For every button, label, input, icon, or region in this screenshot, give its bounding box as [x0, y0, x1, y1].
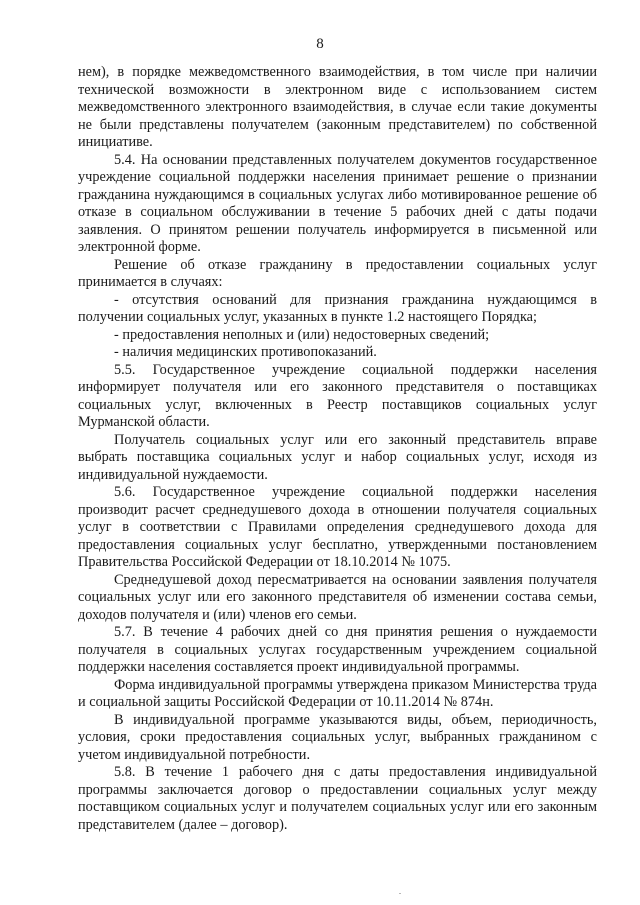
list-item-incomplete-info: - предоставления неполных и (или) недостоверных сведений;: [114, 326, 490, 343]
paragraph-program-contents: В индивидуальной программе указываются виды, объем, периодичность, условия, сроки предоставления социальных услуг, выбранных гражданином с учетом индивидуальной потребности.: [78, 711, 597, 763]
paragraph-program-form: Форма индивидуальной программы утверждена приказом Министерства труда и социальной защиты Российской Федерации от 10.11.2014 № 874н.: [78, 676, 597, 710]
paragraph-refusal-cases: Решение об отказе гражданину в предоставлении социальных услуг принимается в случаях:: [78, 256, 597, 290]
paragraph-continuation: нем), в порядке межведомственного взаимодействия, в том числе при наличии технической возможности в электронном виде с использованием систем межведомственного электронного взаимодействия, в случае если такие документы не были представлены получателем (законным представителем) по собственной инициативе.: [78, 64, 597, 150]
scan-speck: [399, 893, 401, 894]
paragraph-5-7: 5.7. В течение 4 рабочих дней со дня принятия решения о нуждаемости получателя в социальных услугах государственным учреждением социальной поддержки населения составляется проект индивидуальной программы.: [78, 624, 597, 675]
paragraph-income-review: Среднедушевой доход пересматривается на основании заявления получателя социальных услуг или его законного представителя об изменении состава семьи, доходов получателя и (или) членов его семьи.: [78, 571, 597, 623]
paragraph-provider-choice: Получатель социальных услуг или его законный представитель вправе выбрать поставщика социальных услуг и набор социальных услуг, исходя из индивидуальной нуждаемости.: [78, 431, 597, 483]
paragraph-5-5: 5.5. Государственное учреждение социальной поддержки населения информирует получателя или его законного представителя о поставщиках социальных услуг, включенных в Реестр поставщиков социальных услуг Мурманской области.: [78, 361, 597, 430]
document-body: [78, 64, 597, 834]
page-number: 8: [316, 36, 324, 52]
paragraph-5-6: 5.6. Государственное учреждение социальной поддержки населения производит расчет среднедушевого дохода в отношении получателя социальных услуг в соответствии с Правилами определения среднедушевого дохода для предоставления социальных услуг бесплатно, утвержденными постановлением Правительства Российской Федерации от 18.10.2014 № 1075.: [78, 484, 597, 570]
paragraph-5-4: 5.4. На основании представленных получателем документов государственное учреждение социальной поддержки населения принимает решение о признании гражданина нуждающимся в социальных услугах либо мотивированное решение об отказе в социальном обслуживании в течение 5 рабочих дней с даты подачи заявления. О принятом решении получатель информируется в письменной или электронной форме.: [78, 151, 597, 255]
list-item-medical-contraindications: - наличия медицинских противопоказаний.: [114, 344, 377, 360]
list-item-no-grounds: - отсутствия оснований для признания гражданина нуждающимся в получении социальных услуг, указанных в пункте 1.2 настоящего Порядка;: [78, 291, 597, 325]
paragraph-5-8: 5.8. В течение 1 рабочего дня с даты предоставления индивидуальной программы заключается договор о предоставлении социальных услуг между поставщиком социальных услуг и получателем социальных услуг или его законным представителем (далее – договор).: [78, 764, 597, 833]
